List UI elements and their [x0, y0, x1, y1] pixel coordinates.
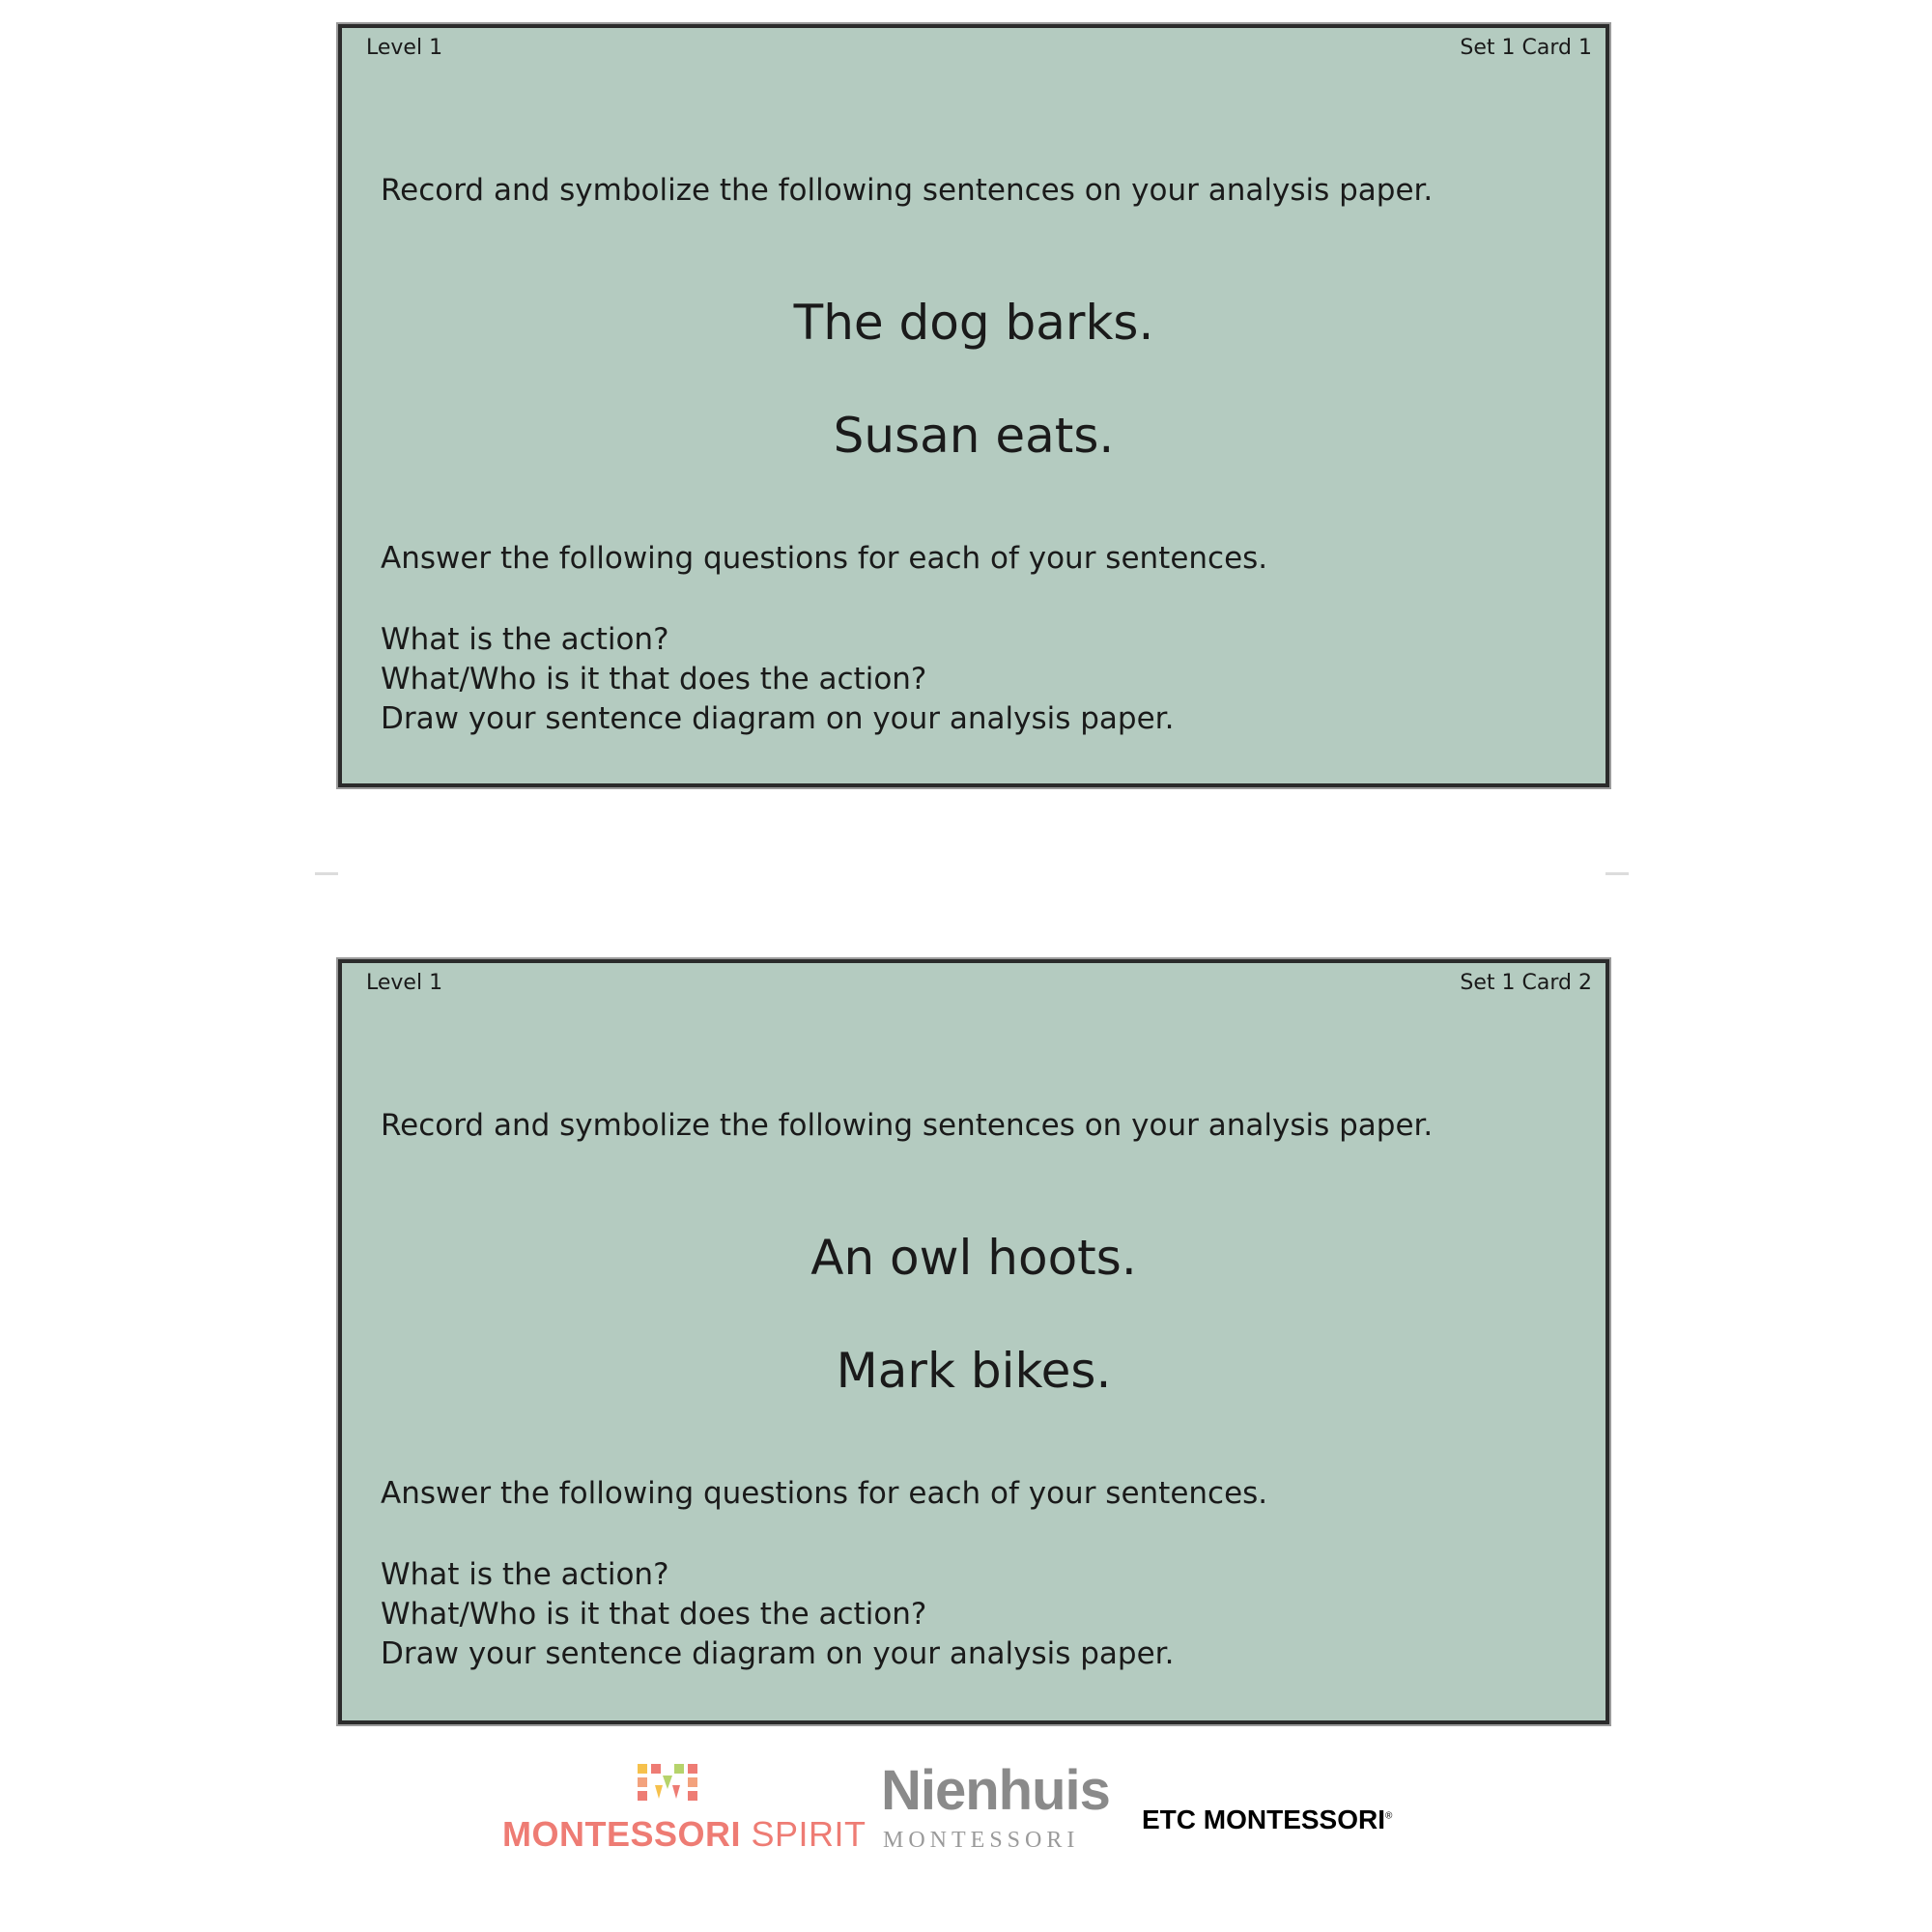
card-question: What/Who is it that does the action?: [381, 1597, 927, 1632]
card-level: Level 1: [366, 36, 443, 60]
card-level: Level 1: [366, 971, 443, 995]
task-card-1: [338, 24, 1609, 787]
cut-mark-right: [1605, 872, 1629, 875]
card-question: Draw your sentence diagram on your analysis paper.: [381, 1636, 1175, 1671]
card-set-number: Set 1 Card 1: [1460, 36, 1592, 60]
nienhuis-subtitle: MONTESSORI: [883, 1828, 1080, 1853]
nienhuis-wordmark: Nienhuis: [881, 1759, 1110, 1822]
card-question: Draw your sentence diagram on your analysis paper.: [381, 701, 1175, 736]
card-instruction: Record and symbolize the following sentences on your analysis paper.: [381, 173, 1434, 208]
card-question-list: [381, 620, 1174, 739]
card-question: What/Who is it that does the action?: [381, 662, 927, 696]
card-sentence: The dog barks.: [793, 295, 1154, 351]
card-sentence: Susan eats.: [833, 408, 1115, 464]
montessori-spirit-logo: [502, 1764, 867, 1854]
card-instruction: Record and symbolize the following sentences on your analysis paper.: [381, 1108, 1434, 1143]
cut-mark-left: [315, 872, 338, 875]
montessori-spirit-wordmark: MONTESSORI SPIRIT: [502, 1814, 867, 1854]
card-sentence: An owl hoots.: [810, 1230, 1137, 1286]
etc-montessori-logo: ETC MONTESSORI®: [1142, 1804, 1393, 1834]
card-answer-prompt: Answer the following questions for each of your sentences.: [381, 1476, 1268, 1511]
card-sentence: Mark bikes.: [836, 1343, 1112, 1399]
card-question: What is the action?: [381, 1557, 669, 1592]
card-question: What is the action?: [381, 622, 669, 657]
card-answer-prompt: Answer the following questions for each of your sentences.: [381, 541, 1268, 576]
card-set-number: Set 1 Card 2: [1460, 971, 1592, 995]
card-question-list: [381, 1555, 1174, 1674]
montessori-spirit-mark-icon: [638, 1764, 699, 1808]
nienhuis-logo: [881, 1759, 1110, 1853]
task-card-2: [338, 959, 1609, 1724]
